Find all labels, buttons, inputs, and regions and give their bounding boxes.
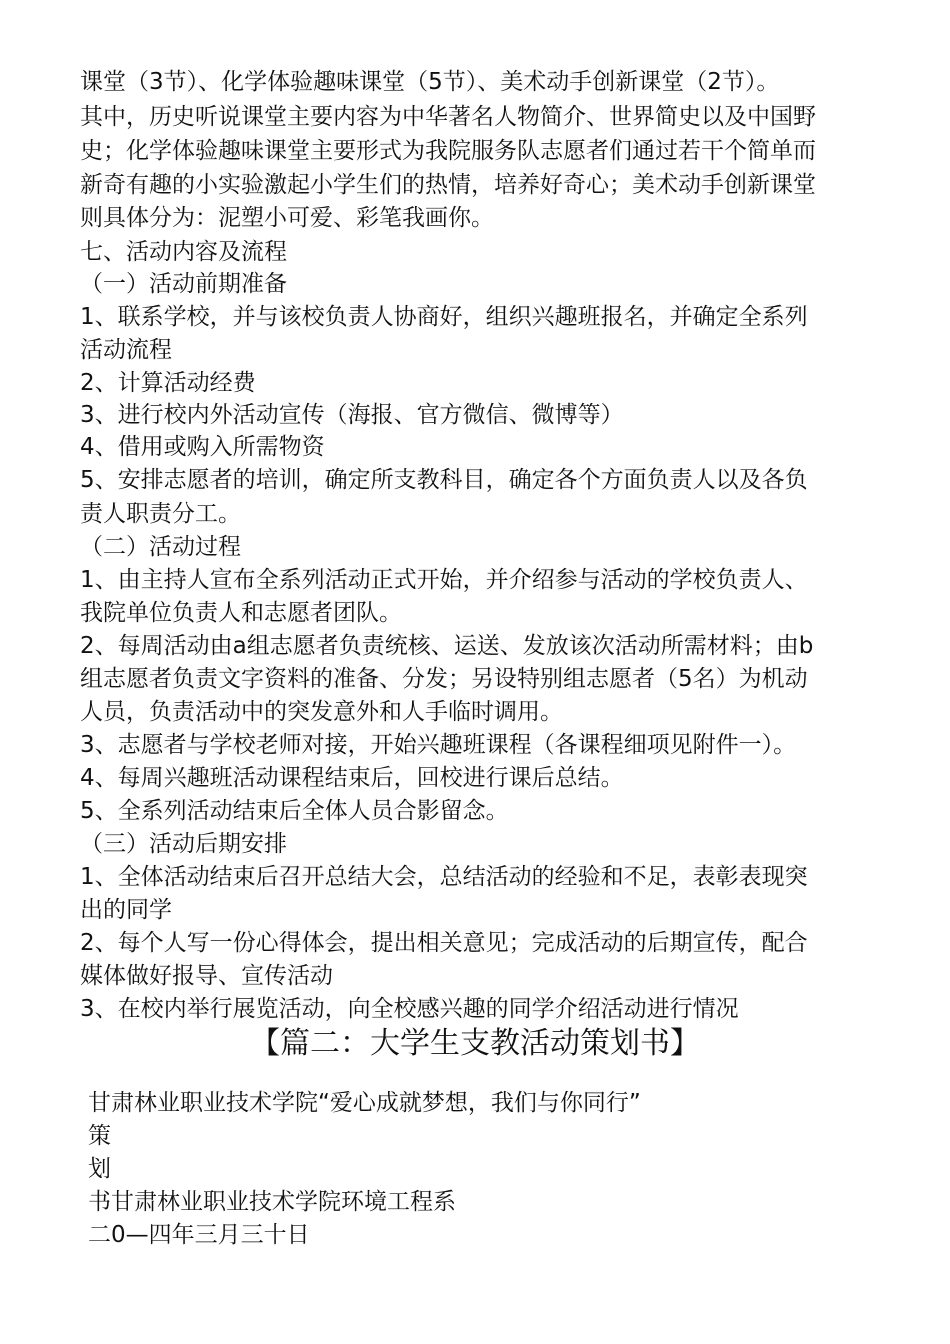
body-line: 史；化学体验趣味课堂主要形式为我院服务队志愿者们通过若干个简单而 — [80, 138, 816, 164]
list-item: 1、全体活动结束后召开总结大会，总结活动的经验和不足，表彰表现突 — [80, 864, 808, 890]
list-item-continuation: 人员，负责活动中的突发意外和人手临时调用。 — [80, 699, 563, 725]
body-line: 其中，历史听说课堂主要内容为中华著名人物简介、世界简史以及中国野 — [80, 104, 816, 130]
list-item: 2、每个人写一份心得体会，提出相关意见；完成活动的后期宣传，配合 — [80, 930, 808, 956]
body-line: 新奇有趣的小实验激起小学生们的热情，培养好奇心；美术动手创新课堂 — [80, 172, 816, 198]
section-title: 【篇二：大学生支教活动策划书】 — [250, 1026, 700, 1061]
cover-date-line: 二0—四年三月三十日 — [88, 1222, 310, 1248]
list-item: 1、由主持人宣布全系列活动正式开始，并介绍参与活动的学校负责人、 — [80, 567, 808, 593]
body-line: 课堂（3节）、化学体验趣味课堂（5节）、美术动手创新课堂（2节）。 — [80, 69, 780, 95]
subsection-heading: （一）活动前期准备 — [80, 271, 287, 297]
list-item: 3、进行校内外活动宣传（海报、官方微信、微博等） — [80, 402, 624, 428]
list-item: 4、每周兴趣班活动课程结束后，回校进行课后总结。 — [80, 765, 624, 791]
subsection-heading: （三）活动后期安排 — [80, 831, 287, 857]
cover-line: 策 — [88, 1123, 111, 1149]
list-item-continuation: 媒体做好报导、宣传活动 — [80, 963, 333, 989]
cover-title-line: 甘肃林业职业技术学院“爱心成就梦想，我们与你同行” — [88, 1090, 641, 1116]
list-item-continuation: 我院单位负责人和志愿者团队。 — [80, 600, 402, 626]
cover-department-line: 书甘肃林业职业技术学院环境工程系 — [88, 1189, 456, 1215]
list-item: 3、志愿者与学校老师对接，开始兴趣班课程（各课程细项见附件一）。 — [80, 732, 797, 758]
list-item-continuation: 责人职责分工。 — [80, 501, 241, 527]
list-item: 3、在校内举行展览活动，向全校感兴趣的同学介绍活动进行情况 — [80, 996, 739, 1022]
list-item-continuation: 组志愿者负责文字资料的准备、分发；另设特别组志愿者（5名）为机动 — [80, 666, 808, 692]
list-item: 1、联系学校，并与该校负责人协商好，组织兴趣班报名，并确定全系列 — [80, 304, 808, 330]
list-item: 5、安排志愿者的培训，确定所支教科目，确定各个方面负责人以及各负 — [80, 467, 808, 493]
body-line: 则具体分为：泥塑小可爱、彩笔我画你。 — [80, 205, 494, 231]
list-item-continuation: 出的同学 — [80, 897, 172, 923]
list-item: 2、每周活动由a组志愿者负责统核、运送、发放该次活动所需材料；由b — [80, 633, 814, 659]
section-heading-seven: 七、活动内容及流程 — [80, 239, 287, 265]
list-item: 2、计算活动经费 — [80, 370, 256, 396]
cover-line: 划 — [88, 1156, 111, 1182]
list-item: 5、全系列活动结束后全体人员合影留念。 — [80, 798, 509, 824]
subsection-heading: （二）活动过程 — [80, 534, 241, 560]
list-item-continuation: 活动流程 — [80, 337, 172, 363]
list-item: 4、借用或购入所需物资 — [80, 434, 325, 460]
